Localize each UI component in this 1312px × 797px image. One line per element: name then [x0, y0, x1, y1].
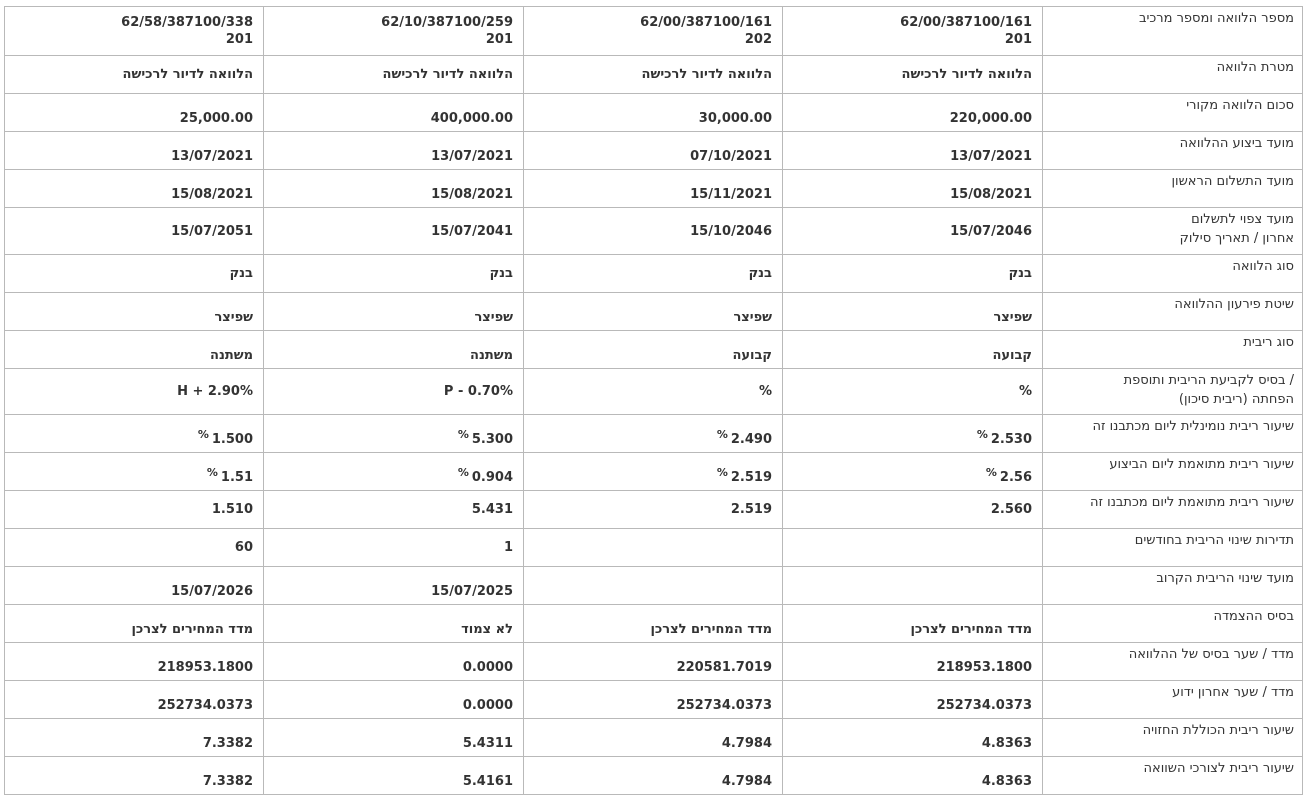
table-cell: 30,000.00	[524, 94, 783, 132]
loan-number-cell: 62/00/387100/161 201	[783, 7, 1043, 56]
table-cell: 25,000.00	[5, 94, 264, 132]
table-cell: % 2.519	[524, 453, 783, 491]
table-cell: % 2.490	[524, 415, 783, 453]
row-label: מדד / שער אחרון ידוע	[1043, 681, 1303, 719]
table-cell: 4.7984	[524, 757, 783, 795]
table-cell: 400,000.00	[264, 94, 524, 132]
loan-number-cell: 62/58/387100/338 201	[5, 7, 264, 56]
table-cell: 1	[264, 529, 524, 567]
table-cell: 15/07/2046	[783, 208, 1043, 255]
table-cell: 0.0000	[264, 681, 524, 719]
table-cell: 13/07/2021	[264, 132, 524, 170]
table-cell: 15/08/2021	[264, 170, 524, 208]
table-cell: 5.4311	[264, 719, 524, 757]
table-cell: שפיצר	[5, 293, 264, 331]
table-row	[5, 369, 1303, 415]
table-cell: 2.519	[524, 491, 783, 529]
table-row	[5, 453, 1303, 491]
table-cell: שפיצר	[264, 293, 524, 331]
row-label: סוג ריבית	[1043, 331, 1303, 369]
table-row	[5, 643, 1303, 681]
table-cell: 220581.7019	[524, 643, 783, 681]
table-cell: 13/07/2021	[5, 132, 264, 170]
row-label: שיעור ריבית מתואמת ליום הביצוע	[1043, 453, 1303, 491]
table-row	[5, 757, 1303, 795]
row-label: שיעור ריבית נומינלית ליום מכתבנו זה	[1043, 415, 1303, 453]
table-cell: קבועה	[783, 331, 1043, 369]
table-cell: 0.0000	[264, 643, 524, 681]
table-cell: משתנה	[5, 331, 264, 369]
table-row	[5, 132, 1303, 170]
table-cell: לא צמוד	[264, 605, 524, 643]
row-label: בסיס לקביעת הריבית ותוספת / הפחתה (ריבית סיכון)	[1043, 369, 1303, 415]
table-cell: הלוואה לדיור לרכישה	[524, 56, 783, 94]
percent-sign: %	[716, 466, 728, 479]
table-cell: משתנה	[264, 331, 524, 369]
table-cell	[524, 567, 783, 605]
table-cell: 7.3382	[5, 757, 264, 795]
table-row	[5, 293, 1303, 331]
table-cell: 15/07/2026	[5, 567, 264, 605]
table-cell: 5.4161	[264, 757, 524, 795]
table-cell: 218953.1800	[5, 643, 264, 681]
table-cell: הלוואה לדיור לרכישה	[5, 56, 264, 94]
table-row	[5, 94, 1303, 132]
table-cell: בנק	[5, 255, 264, 293]
table-cell	[783, 529, 1043, 567]
table-cell: 15/07/2041	[264, 208, 524, 255]
table-cell: 2.560	[783, 491, 1043, 529]
table-row	[5, 605, 1303, 643]
row-label: שיעור ריבית מתואמת ליום מכתבנו זה	[1043, 491, 1303, 529]
table-row	[5, 56, 1303, 94]
table-cell: 218953.1800	[783, 643, 1043, 681]
row-label: שיעור ריבית הכוללת החזויה	[1043, 719, 1303, 757]
table-cell: 15/08/2021	[5, 170, 264, 208]
table-row	[5, 567, 1303, 605]
row-label: מטרת הלוואה	[1043, 56, 1303, 94]
table-cell: בנק	[264, 255, 524, 293]
row-label: מועד צפוי לתשלום אחרון / תאריך סילוק	[1043, 208, 1303, 255]
table-cell: שפיצר	[783, 293, 1043, 331]
table-cell: % 0.904	[264, 453, 524, 491]
table-cell: שפיצר	[524, 293, 783, 331]
table-cell: 252734.0373	[524, 681, 783, 719]
table-cell: מדד המחירים לצרכן	[524, 605, 783, 643]
table-cell: הלוואה לדיור לרכישה	[264, 56, 524, 94]
table-row	[5, 415, 1303, 453]
table-cell: 252734.0373	[5, 681, 264, 719]
percent-sign: %	[985, 466, 997, 479]
table-row	[5, 208, 1303, 255]
table-cell: % 2.530	[783, 415, 1043, 453]
percent-sign: %	[197, 428, 209, 441]
table-cell: 13/07/2021	[783, 132, 1043, 170]
table-row	[5, 255, 1303, 293]
table-cell: 4.7984	[524, 719, 783, 757]
table-cell	[524, 529, 783, 567]
table-row	[5, 719, 1303, 757]
table-row	[5, 7, 1303, 56]
loan-number-cell: 62/10/387100/259 201	[264, 7, 524, 56]
table-cell: 15/11/2021	[524, 170, 783, 208]
table-row	[5, 170, 1303, 208]
table-cell: % 5.300	[264, 415, 524, 453]
loan-details-table	[4, 6, 1303, 795]
table-cell: 15/10/2046	[524, 208, 783, 255]
table-cell: מדד המחירים לצרכן	[5, 605, 264, 643]
table-cell: קבועה	[524, 331, 783, 369]
percent-sign: %	[716, 428, 728, 441]
row-label: מועד ביצוע ההלוואה	[1043, 132, 1303, 170]
row-label: מועד התשלום הראשון	[1043, 170, 1303, 208]
table-cell: %	[524, 369, 783, 415]
table-cell: מדד המחירים לצרכן	[783, 605, 1043, 643]
table-row	[5, 331, 1303, 369]
table-cell: 220,000.00	[783, 94, 1043, 132]
table-cell: 5.431	[264, 491, 524, 529]
row-label: שיעור ריבית לצורכי השוואה	[1043, 757, 1303, 795]
table-cell: %	[783, 369, 1043, 415]
table-cell: בנק	[524, 255, 783, 293]
row-label: בסיס ההצמדה	[1043, 605, 1303, 643]
percent-sign: %	[457, 466, 469, 479]
percent-sign: %	[976, 428, 988, 441]
table-row	[5, 529, 1303, 567]
loan-number-cell: 62/00/387100/161 202	[524, 7, 783, 56]
table-row	[5, 491, 1303, 529]
table-cell: 15/07/2051	[5, 208, 264, 255]
table-cell: H + 2.90%	[5, 369, 264, 415]
row-label: מועד שינוי הריבית הקרוב	[1043, 567, 1303, 605]
table-cell: 15/07/2025	[264, 567, 524, 605]
table-cell: % 2.56	[783, 453, 1043, 491]
row-label: סוג הלוואה	[1043, 255, 1303, 293]
table-cell: 07/10/2021	[524, 132, 783, 170]
table-cell	[783, 567, 1043, 605]
table-cell: 7.3382	[5, 719, 264, 757]
table-cell: P - 0.70%	[264, 369, 524, 415]
percent-sign: %	[206, 466, 218, 479]
table-cell: 60	[5, 529, 264, 567]
row-label: תדירות שינוי הריבית בחודשים	[1043, 529, 1303, 567]
table-cell: בנק	[783, 255, 1043, 293]
row-label: סכום הלוואה מקורי	[1043, 94, 1303, 132]
table-cell: 15/08/2021	[783, 170, 1043, 208]
table-cell: 252734.0373	[783, 681, 1043, 719]
table-cell: 4.8363	[783, 719, 1043, 757]
percent-sign: %	[457, 428, 469, 441]
row-label: מספר הלוואה ומספר מרכיב	[1043, 7, 1303, 56]
table-cell: % 1.500	[5, 415, 264, 453]
table-cell: הלוואה לדיור לרכישה	[783, 56, 1043, 94]
table-cell: 1.510	[5, 491, 264, 529]
row-label: מדד / שער בסיס של ההלוואה	[1043, 643, 1303, 681]
row-label: שיטת פירעון ההלוואה	[1043, 293, 1303, 331]
table-cell: % 1.51	[5, 453, 264, 491]
table-row	[5, 681, 1303, 719]
table-cell: 4.8363	[783, 757, 1043, 795]
